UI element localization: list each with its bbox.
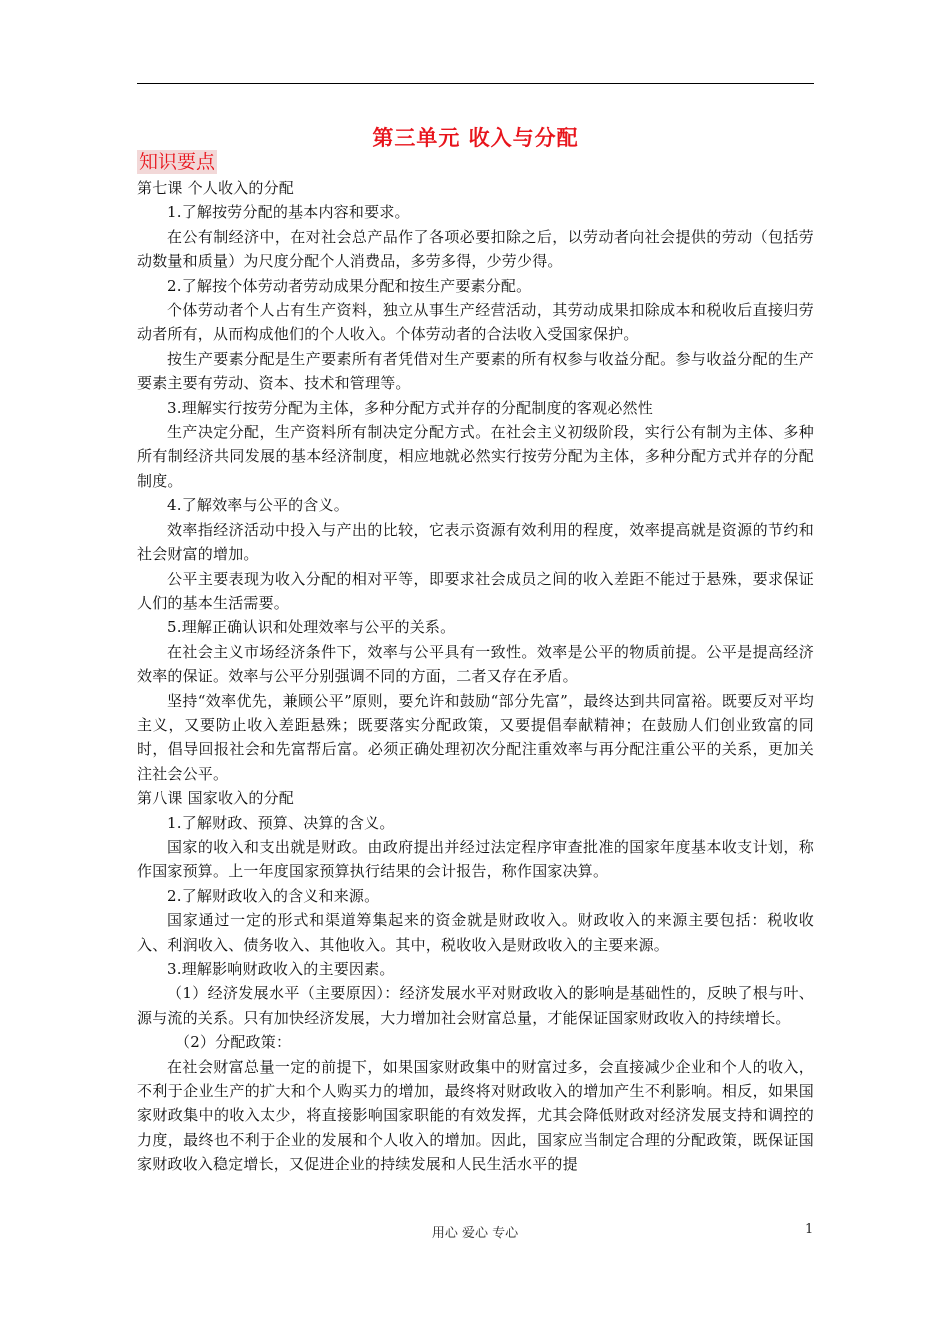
paragraph: 1.了解财政、预算、决算的含义。 <box>167 813 395 832</box>
section-heading: 知识要点 <box>139 151 216 173</box>
footer-motto: 用心 爱心 专心 <box>431 1226 519 1241</box>
lesson-heading: 第七课 个人收入的分配 <box>137 179 294 197</box>
paragraph: 3.理解影响财政收入的主要因素。 <box>167 960 395 978</box>
paragraph: 4.了解效率与公平的含义。 <box>167 496 349 515</box>
paragraph: 在社会主义市场经济条件下，效率与公平具有一致性。效率是公平的物质前提。公平是提高经济效率的保证。效率与公平分别强调不同的方面，二者又存在矛盾。 <box>137 642 814 686</box>
paragraph: 生产决定分配，生产资料所有制决定分配方式。在社会主义初级阶段，实行公有制为主体、多种所有制经济共同发展的基本经济制度，相应地就必然实行按劳分配为主体，多种分配方式并存的分配制度。 <box>137 423 814 490</box>
paragraph: （2）分配政策： <box>175 1033 292 1052</box>
page-number: 1 <box>805 1222 814 1237</box>
lesson-heading: 第八课 国家收入的分配 <box>137 789 294 808</box>
paragraph: 坚持“效率优先，兼顾公平”原则，要允许和鼓励“部分先富”，最终达到共同富裕。既要反对平均主义，又要防止收入差距悬殊；既要落实分配政策，又要提倡奉献精神；在鼓励人们创业致富的同时，倡导回报社会和先富帮后富。必须正确处理初次分配注重效率与再分配注重公平的关系，更加关注社会公平。 <box>137 691 814 783</box>
paragraph: 国家通过一定的形式和渠道筹集起来的资金就是财政收入。财政收入的来源主要包括：税收收入、利润收入、债务收入、其他收入。其中，税收收入是财政收入的主要来源。 <box>137 911 814 954</box>
paragraph: 在公有制经济中，在对社会总产品作了各项必要扣除之后，以劳动者向社会提供的劳动（包括劳动数量和质量）为尺度分配个人消费品，多劳多得，少劳少得。 <box>137 227 814 271</box>
paragraph: 在社会财富总量一定的前提下，如果国家财政集中的财富过多，会直接减少企业和个人的收入，不利于企业生产的扩大和个人购买力的增加，最终将对财政收入的增加产生不利影响。相反，如果国家财政集中的收入太少，将直接影响国家职能的有效发挥，尤其会降低财政对经济发展支持和调控的力度，最终也不利于企业的发展和个人收入的增加。因此，国家应当制定合理的分配政策，既保证国家财政收入稳定增长，又促进企业的持续发展和人民生活水平的提 <box>137 1057 814 1174</box>
paragraph: 按生产要素分配是生产要素所有者凭借对生产要素的所有权参与收益分配。参与收益分配的生产要素主要有劳动、资本、技术和管理等。 <box>137 349 814 393</box>
document-body <box>137 176 814 1177</box>
paragraph: 个体劳动者个人占有生产资料，独立从事生产经营活动，其劳动成果扣除成本和税收后直接归劳动者所有，从而构成他们的个人收入。个体劳动者的合法收入受国家保护。 <box>137 301 814 344</box>
paragraph: 2.了解财政收入的含义和来源。 <box>167 886 380 905</box>
paragraph: （1）经济发展水平（主要原因）：经济发展水平对财政收入的影响是基础性的，反映了根与叶、源与流的关系。只有加快经济发展，大力增加社会财富总量，才能保证国家财政收入的持续增长。 <box>137 984 814 1027</box>
paragraph: 3.理解实行按劳分配为主体，多种分配方式并存的分配制度的客观必然性 <box>167 398 653 417</box>
paragraph: 效率指经济活动中投入与产出的比较，它表示资源有效利用的程度，效率提高就是资源的节约和社会财富的增加。 <box>137 520 814 564</box>
paragraph: 公平主要表现为收入分配的相对平等，即要求社会成员之间的收入差距不能过于悬殊，要求保证人们的基本生活需要。 <box>137 569 814 612</box>
header-rule <box>137 83 814 84</box>
unit-title: 第三单元 收入与分配 <box>372 125 579 150</box>
paragraph: 2.了解按个体劳动者劳动成果分配和按生产要素分配。 <box>167 276 532 295</box>
paragraph: 5.理解正确认识和处理效率与公平的关系。 <box>167 618 456 637</box>
paragraph: 1.了解按劳分配的基本内容和要求。 <box>167 203 410 222</box>
paragraph: 国家的收入和支出就是财政。由政府提出并经过法定程序审查批准的国家年度基本收支计划，称作国家预算。上一年度国家预算执行结果的会计报告，称作国家决算。 <box>137 837 814 881</box>
